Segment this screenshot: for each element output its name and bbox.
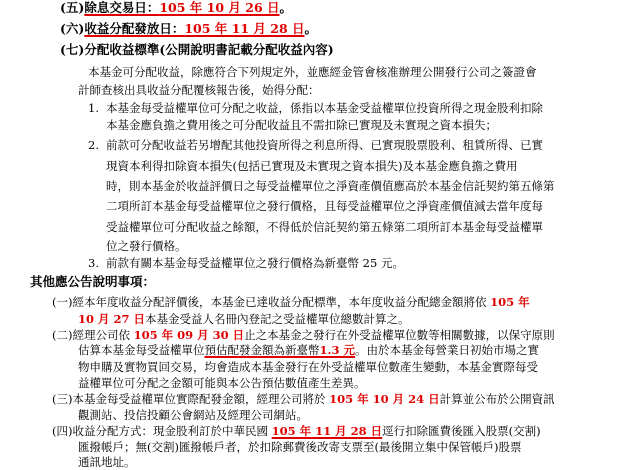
note-label: (二) xyxy=(52,328,73,342)
announcement-date: 105 年 10 月 24 日 xyxy=(329,392,440,406)
notes-heading: 其他應公告說明事項： xyxy=(30,274,156,289)
note-three: (三)本基金每受益權單位實際配發金額，經理公司將於 105 年 10 月 24 日計算並公布於公開資訊 xyxy=(52,392,555,406)
standard-item-line: 前款有關本基金每受益權單位之發行價格為新臺幣 25 元。 xyxy=(106,256,404,270)
note-one: (一)經本年度收益分配評價後，本基金已達收益分配標準，本年度收益分配總金額將依 105 年 xyxy=(52,295,530,309)
standard-item-line: 二項所訂本基金每受益權單位之發行價格，且每受益權單位之淨資產價值減去當年度每 xyxy=(106,199,543,213)
standard-item-number: 3. xyxy=(88,256,99,270)
section-seven xyxy=(60,42,334,58)
estimated-amount-label: 預估配發金額為新臺幣 xyxy=(204,343,320,357)
note-label: (四) xyxy=(52,424,73,438)
section-title: 分配收益標準(公開說明書記載分配收益內容) xyxy=(84,42,334,57)
record-date-part: 105 年 xyxy=(490,295,530,309)
cash-dividend-date: 105 年 11 月 28 日 xyxy=(271,424,383,438)
section-label: (七) xyxy=(60,42,85,57)
record-date-part: 10 月 27 日 xyxy=(78,312,146,326)
standard-item-line: 受益權單位可分配收益之餘額，不得低於信託契約第五條第二項所訂本基金每受益權單 xyxy=(106,220,543,234)
standard-item-line: 本基金應負擔之費用後之可分配收益且不需扣除已實現及未實現之資本損失； xyxy=(106,118,497,132)
standard-intro-line: 本基金可分配收益，除應符合下列規定外，並應經金管會核准辦理公開發行公司之簽證會 xyxy=(88,65,537,79)
standard-item-number: 2. xyxy=(88,138,99,152)
section-five: (五)除息交易日：105 年 10 月 26 日。 xyxy=(60,0,293,15)
note-four-cont: 通訊地址。 xyxy=(78,455,136,469)
standard-item-number: 1. xyxy=(88,101,99,115)
section-label: (六) xyxy=(60,21,85,36)
valuation-date: 105 年 09 月 30 日 xyxy=(133,328,245,342)
standard-item-line: 現資本利得扣除資本損失(包括已實現及未實現之資本損失)及本基金應負擔之費用 xyxy=(106,159,518,173)
section-title: 除息交易日： xyxy=(84,0,160,15)
note-one-cont: 10 月 27 日本基金受益人名冊內登記之受益權單位總數計算之。 xyxy=(78,312,410,326)
section-six: (六)收益分配發放日：105 年 11 月 28 日。 xyxy=(60,21,318,36)
note-two-cont: 益權單位可分配之金額可能與本公告預估數值產生差異。 xyxy=(78,376,366,390)
note-four-cont: 匯撥帳戶；無(交割)匯撥帳戶者，於扣除郵費後改寄支票至(最後開立集中保管帳戶)股票 xyxy=(78,440,522,454)
payment-date: 105 年 11 月 28 日 xyxy=(184,21,305,36)
note-label: (一) xyxy=(52,295,73,309)
note-three-cont: 觀測站、投信投顧公會網站及經理公司網站。 xyxy=(78,408,308,422)
standard-item-line: 位之發行價格。 xyxy=(106,239,187,253)
standard-item-line: 時，則本基金於收益評價日之每受益權單位之淨資產價值應高於本基金信託契約第五條第 xyxy=(106,179,555,193)
note-label: (三) xyxy=(52,392,73,406)
section-label: (五) xyxy=(60,0,85,15)
estimated-amount: 1.3 元 xyxy=(319,343,356,357)
note-two-cont: 物申購及實物買回交易，均會造成本基金發行在外受益權單位數產生變動，本基金實際每受 xyxy=(78,360,538,374)
note-two: (二)經理公司依 105 年 09 月 30 日止之本基金之發行在外受益權單位數等相關數據，以保守原則 xyxy=(52,328,555,342)
ex-dividend-date: 105 年 10 月 26 日 xyxy=(159,0,280,15)
standard-item-line: 本基金每受益權單位可分配之收益，係指以本基金受益權單位投資所得之現金股利扣除 xyxy=(106,101,543,115)
note-four: (四)收益分配方式：現金股利訂於中華民國 105 年 11 月 28 日逕行扣除匯費後匯入股票(交割) xyxy=(52,424,541,438)
standard-item-line: 前款可分配收益若另增配其他投資所得之利息所得、已實現股票股利、租賃所得、已實 xyxy=(106,138,543,152)
section-title: 收益分配發放日： xyxy=(84,21,185,36)
note-two-cont: 估算本基金每受益權單位預估配發金額為新臺幣1.3 元。由於本基金每營業日初始市場之實 xyxy=(78,343,540,357)
standard-intro-line: 計師查核出具收益分配覆核報告後，始得分配： xyxy=(78,83,320,97)
